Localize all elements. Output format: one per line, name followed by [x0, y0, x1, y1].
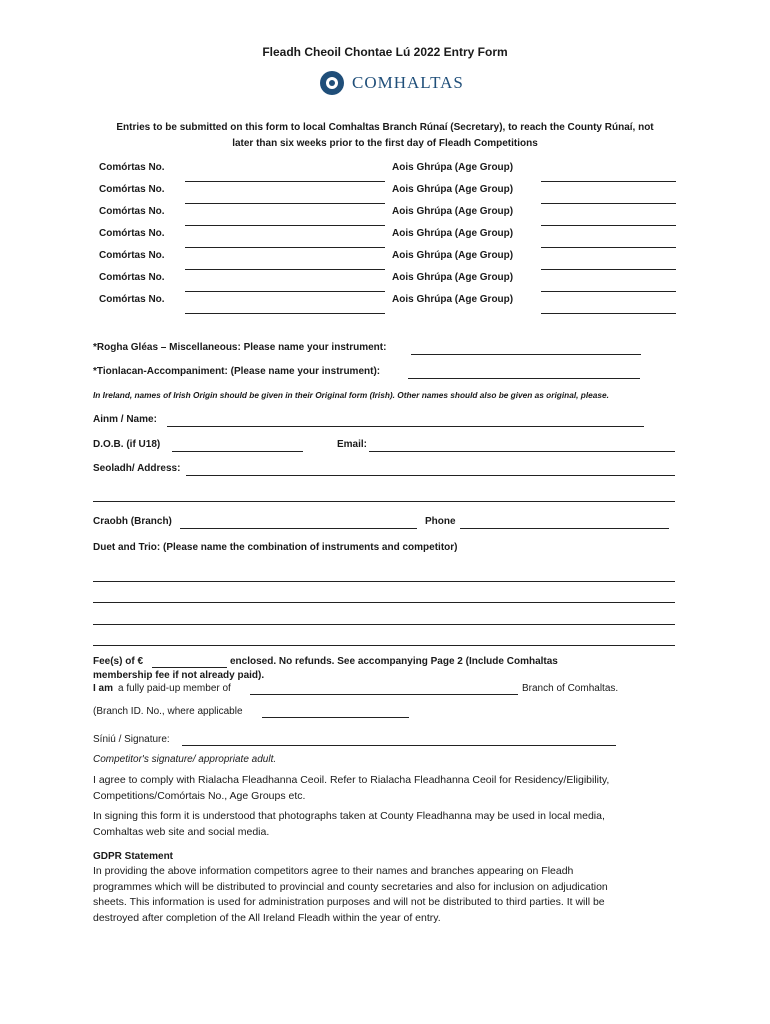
address-field-line-2[interactable] — [93, 501, 675, 502]
duet-trio-field-line-3[interactable] — [93, 624, 675, 625]
comortas-field[interactable] — [185, 269, 385, 270]
email-field[interactable] — [369, 451, 675, 452]
photo-paragraph — [93, 809, 605, 840]
agree-line-2: Competitions/Comórtais No., Age Groups etc. — [93, 789, 306, 802]
fee-label-line-2: membership fee if not already paid). — [93, 670, 265, 681]
age-group-field[interactable] — [541, 225, 676, 226]
comortas-field[interactable] — [185, 203, 385, 204]
gdpr-line-3: sheets. This information is used for administration purposes and will not be distributed to third parties. It will be — [93, 896, 605, 908]
member-branch-field[interactable] — [250, 694, 518, 695]
gdpr-paragraph — [93, 864, 608, 926]
comortas-label: Comórtas No. — [99, 228, 165, 239]
comortas-field[interactable] — [185, 181, 385, 182]
age-group-label: Aois Ghrúpa (Age Group) — [392, 228, 514, 239]
comortas-field[interactable] — [185, 291, 385, 292]
member-end-text: Branch of Comhaltas. — [522, 683, 619, 694]
age-group-label: Aois Ghrúpa (Age Group) — [392, 272, 514, 283]
dob-field[interactable] — [172, 451, 303, 452]
photo-line-2: Comhaltas web site and social media. — [93, 825, 270, 838]
age-group-field[interactable] — [541, 203, 676, 204]
age-group-label: Aois Ghrúpa (Age Group) — [392, 162, 514, 173]
duet-trio-field-line-4[interactable] — [93, 645, 675, 646]
rogha-gleas-field[interactable] — [411, 354, 641, 355]
branch-id-field[interactable] — [262, 717, 409, 718]
phone-label: Phone — [425, 516, 456, 527]
branch-field[interactable] — [180, 528, 417, 529]
comortas-field[interactable] — [185, 225, 385, 226]
gdpr-line-2: programmes which will be distributed to provincial and county secretaries and also for inclusion on adjudication — [93, 880, 608, 893]
address-label: Seoladh/ Address: — [93, 463, 181, 474]
name-field[interactable] — [167, 426, 644, 427]
comhaltas-wordmark: COMHALTAS — [352, 73, 464, 92]
fee-amount-field[interactable] — [152, 667, 227, 668]
comortas-label: Comórtas No. — [99, 250, 165, 261]
signature-note: Competitor's signature/ appropriate adult. — [93, 754, 277, 765]
email-label: Email: — [337, 439, 368, 450]
age-group-field[interactable] — [541, 313, 676, 314]
signature-field[interactable] — [182, 745, 616, 746]
age-group-field[interactable] — [541, 247, 676, 248]
age-group-label: Aois Ghrúpa (Age Group) — [392, 294, 514, 305]
comhaltas-logo-icon — [320, 71, 344, 95]
duet-trio-field-line-1[interactable] — [93, 581, 675, 582]
comortas-label: Comórtas No. — [99, 184, 165, 195]
comortas-field[interactable] — [185, 247, 385, 248]
branch-id-label: (Branch ID. No., where applicable — [93, 706, 243, 717]
duet-trio-label: Duet and Trio: (Please name the combination of instruments and competitor) — [93, 542, 458, 553]
address-field-line-1[interactable] — [186, 475, 675, 476]
rogha-gleas-label: *Rogha Gléas – Miscellaneous: Please name your instrument: — [93, 342, 387, 353]
phone-field[interactable] — [460, 528, 669, 529]
age-group-label: Aois Ghrúpa (Age Group) — [392, 184, 514, 195]
intro-line-1: Entries to be submitted on this form to local Comhaltas Branch Rúnaí (Secretary), to reach the County Rúnaí, not — [116, 122, 654, 133]
dob-label: D.O.B. (if U18) — [93, 439, 161, 450]
duet-trio-field-line-2[interactable] — [93, 602, 675, 603]
comortas-label: Comórtas No. — [99, 272, 165, 283]
fee-label-end: enclosed. No refunds. See accompanying Page 2 (Include Comhaltas — [230, 656, 558, 667]
intro-line-2: later than six weeks prior to the first day of Fleadh Competitions — [232, 138, 538, 149]
gdpr-line-1: In providing the above information competitors agree to their names and branches appearing on Fleadh — [93, 865, 574, 877]
gdpr-title: GDPR Statement — [93, 851, 174, 862]
gdpr-line-4: destroyed after completion of the All Ireland Fleadh within the year of entry. — [93, 911, 441, 924]
signature-label: Síniú / Signature: — [93, 734, 170, 745]
age-group-label: Aois Ghrúpa (Age Group) — [392, 250, 514, 261]
branch-label: Craobh (Branch) — [93, 516, 172, 527]
tionlacan-field[interactable] — [408, 378, 640, 379]
member-text: a fully paid-up member of — [118, 683, 231, 694]
comortas-field[interactable] — [185, 313, 385, 314]
names-note: In Ireland, names of Irish Origin should be given in their Original form (Irish). Other names should also be given as original, please. — [93, 390, 609, 400]
comortas-label: Comórtas No. — [99, 294, 165, 305]
agree-line-1: I agree to comply with Rialacha Fleadhanna Ceoil. Refer to Rialacha Fleadhanna Ceoil for Residency/Eligibility, — [93, 774, 610, 786]
age-group-label: Aois Ghrúpa (Age Group) — [392, 206, 514, 217]
member-i-am: I am — [93, 683, 114, 694]
age-group-field[interactable] — [541, 269, 676, 270]
photo-line-1: In signing this form it is understood that photographs taken at County Fleadhanna may be used in local media, — [93, 810, 605, 822]
comortas-label: Comórtas No. — [99, 206, 165, 217]
name-label: Ainm / Name: — [93, 414, 157, 425]
comortas-label: Comórtas No. — [99, 162, 165, 173]
fee-label-start: Fee(s) of € — [93, 656, 144, 667]
form-title: Fleadh Cheoil Chontae Lú 2022 Entry Form — [262, 45, 508, 59]
age-group-field[interactable] — [541, 291, 676, 292]
tionlacan-label: *Tionlacan-Accompaniment: (Please name your instrument): — [93, 366, 381, 377]
agree-paragraph — [93, 773, 609, 804]
age-group-field[interactable] — [541, 181, 676, 182]
